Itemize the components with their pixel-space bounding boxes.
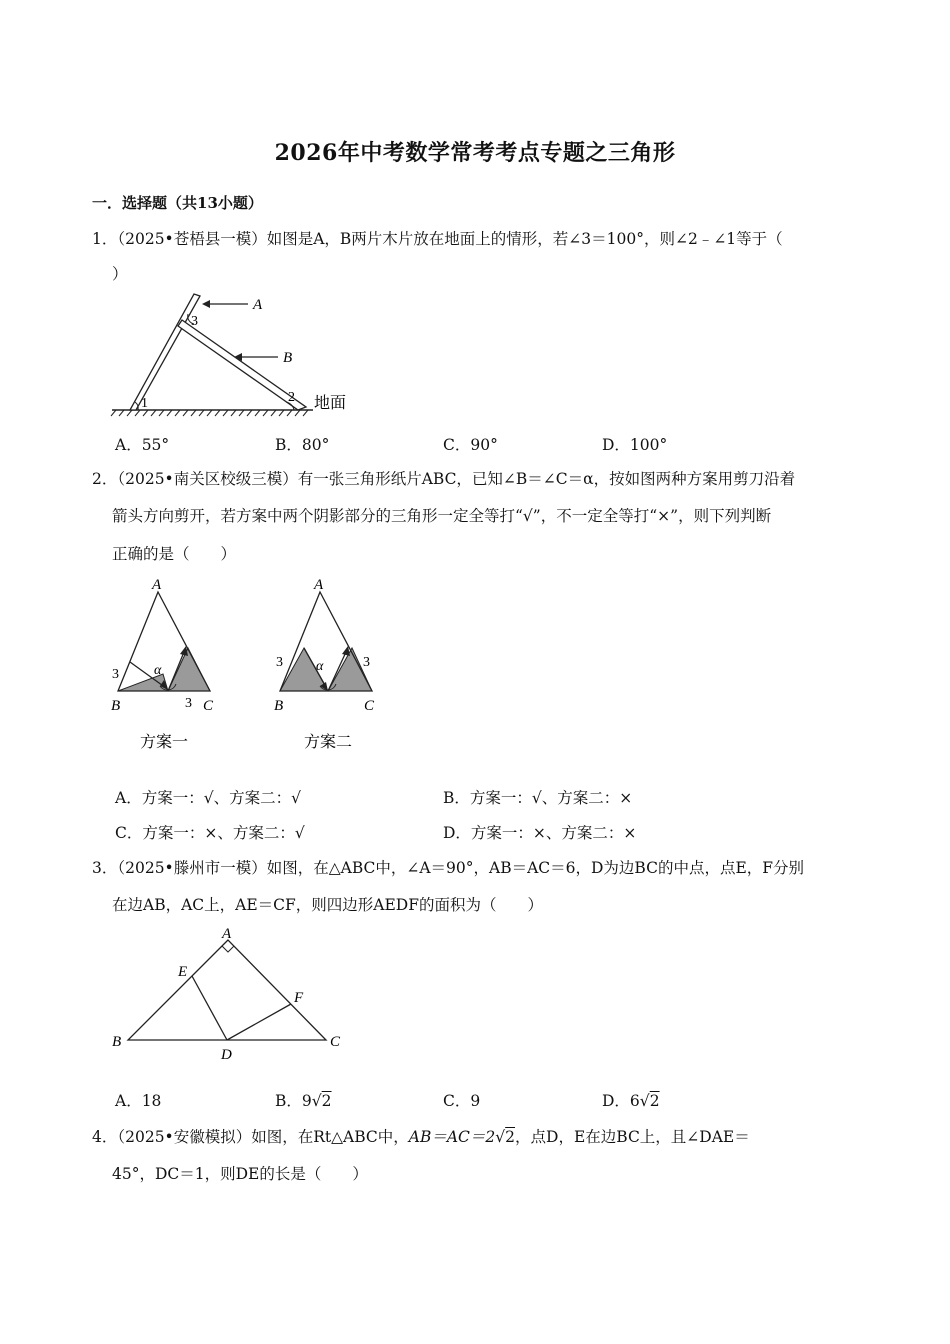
q2-option-b[interactable]: B．方案一：√、方案二：× — [443, 789, 633, 807]
q3-option-d-radicand: 2 — [649, 1092, 660, 1110]
q2-plan1-length-bottom: 3 — [185, 696, 192, 711]
q3-point-e: E — [178, 964, 188, 980]
q2-plan2-vertex-c: C — [364, 698, 375, 714]
q3-point-f: F — [294, 990, 304, 1006]
q4-text-line2: 45°，DC＝1，则DE的长是（ ） — [112, 1165, 368, 1183]
q2-plan2-length-right: 3 — [363, 655, 370, 670]
q1-text-line1: 1．（2025•苍梧县一模）如图是A，B两片木片放在地面上的情形，若∠3＝100°，则∠2﹣∠1等于（ — [92, 230, 783, 248]
sqrt-icon: √ — [639, 1092, 650, 1110]
q2-plan1-alpha: α — [154, 663, 162, 678]
section-heading: 一．选择题（共13小题） — [92, 194, 263, 212]
q2-plan2-caption: 方案二 — [304, 734, 353, 751]
q2-plan1-vertex-c: C — [203, 698, 214, 714]
q2-plan1-vertex-a: A — [152, 577, 162, 593]
q4-text-line1-start: 4．（2025•安徽模拟）如图，在Rt△ABC中， — [92, 1128, 409, 1146]
q3-option-b[interactable] — [275, 1090, 332, 1112]
q3-text-line1: 3．（2025•滕州市一模）如图，在△ABC中，∠A＝90°，AB＝AC＝6，D为边BC的中点，点E，F分别 — [92, 859, 805, 877]
q2-text-line2: 箭头方向剪开，若方案中两个阴影部分的三角形一定全等打“√”，不一定全等打“×”，则下列判断 — [112, 507, 772, 525]
q2-plan2-alpha: α — [316, 659, 324, 674]
q1-option-b[interactable]: B．80° — [275, 436, 330, 454]
q2-plan1-caption: 方案一 — [140, 734, 189, 751]
q2-plan2-vertex-a: A — [314, 577, 324, 593]
q2-text-line3: 正确的是（ ） — [112, 545, 237, 563]
q3-option-b-radicand: 2 — [321, 1092, 332, 1110]
q4-radicand: 2 — [505, 1128, 516, 1146]
q1-label-a: A — [253, 297, 263, 313]
q2-plan1-length-left: 3 — [112, 667, 119, 682]
q3-figure — [108, 922, 348, 1062]
q3-option-b-text: B．9 — [275, 1092, 312, 1110]
q1-option-a[interactable]: A．55° — [115, 436, 170, 454]
q2-option-d[interactable]: D．方案一：×、方案二：× — [443, 824, 637, 842]
q2-plan2-vertex-b: B — [274, 698, 284, 714]
q1-angle-2-label: 2 — [288, 390, 295, 405]
q1-option-c[interactable]: C．90° — [443, 436, 498, 454]
q2-figure — [108, 570, 398, 760]
q3-option-d-text: D．6 — [602, 1092, 640, 1110]
q4-text-line1 — [92, 1126, 750, 1148]
q1-text-line2: ） — [112, 265, 128, 283]
q2-text-line1: 2．（2025•南关区校级三模）有一张三角形纸片ABC，已知∠B＝∠C＝α，按如图两种方案用剪刀沿着 — [92, 470, 796, 488]
q3-vertex-c: C — [330, 1034, 341, 1050]
q3-option-a[interactable]: A．18 — [115, 1092, 162, 1110]
q3-vertex-a: A — [222, 926, 232, 942]
q3-point-d: D — [221, 1047, 232, 1062]
q3-option-c[interactable]: C．9 — [443, 1092, 481, 1110]
q4-equation: AB＝AC＝2 — [408, 1128, 496, 1146]
sqrt-icon: √ — [311, 1092, 322, 1110]
q1-label-b: B — [283, 350, 293, 366]
q2-plan2-length-left: 3 — [276, 655, 283, 670]
q3-vertex-b: B — [112, 1034, 122, 1050]
q1-option-d[interactable]: D．100° — [602, 436, 668, 454]
q1-figure — [108, 290, 358, 420]
sqrt-icon: √ — [495, 1128, 506, 1146]
q4-text-line1-end: ，点D，E在边BC上，且∠DAE＝ — [515, 1128, 750, 1146]
q1-angle-3-label: 3 — [191, 314, 198, 329]
q1-angle-1-label: 1 — [141, 396, 148, 411]
q2-option-a[interactable]: A．方案一：√、方案二：√ — [115, 789, 301, 807]
page-title: 2026年中考数学常考考点专题之三角形 — [274, 140, 676, 166]
q2-plan1-vertex-b: B — [111, 698, 121, 714]
q2-option-c[interactable]: C．方案一：×、方案二：√ — [115, 824, 305, 842]
q1-ground-label: 地面 — [314, 395, 347, 412]
q3-text-line2: 在边AB，AC上，AE＝CF，则四边形AEDF的面积为（ ） — [112, 896, 543, 914]
q3-option-d[interactable] — [602, 1090, 660, 1112]
